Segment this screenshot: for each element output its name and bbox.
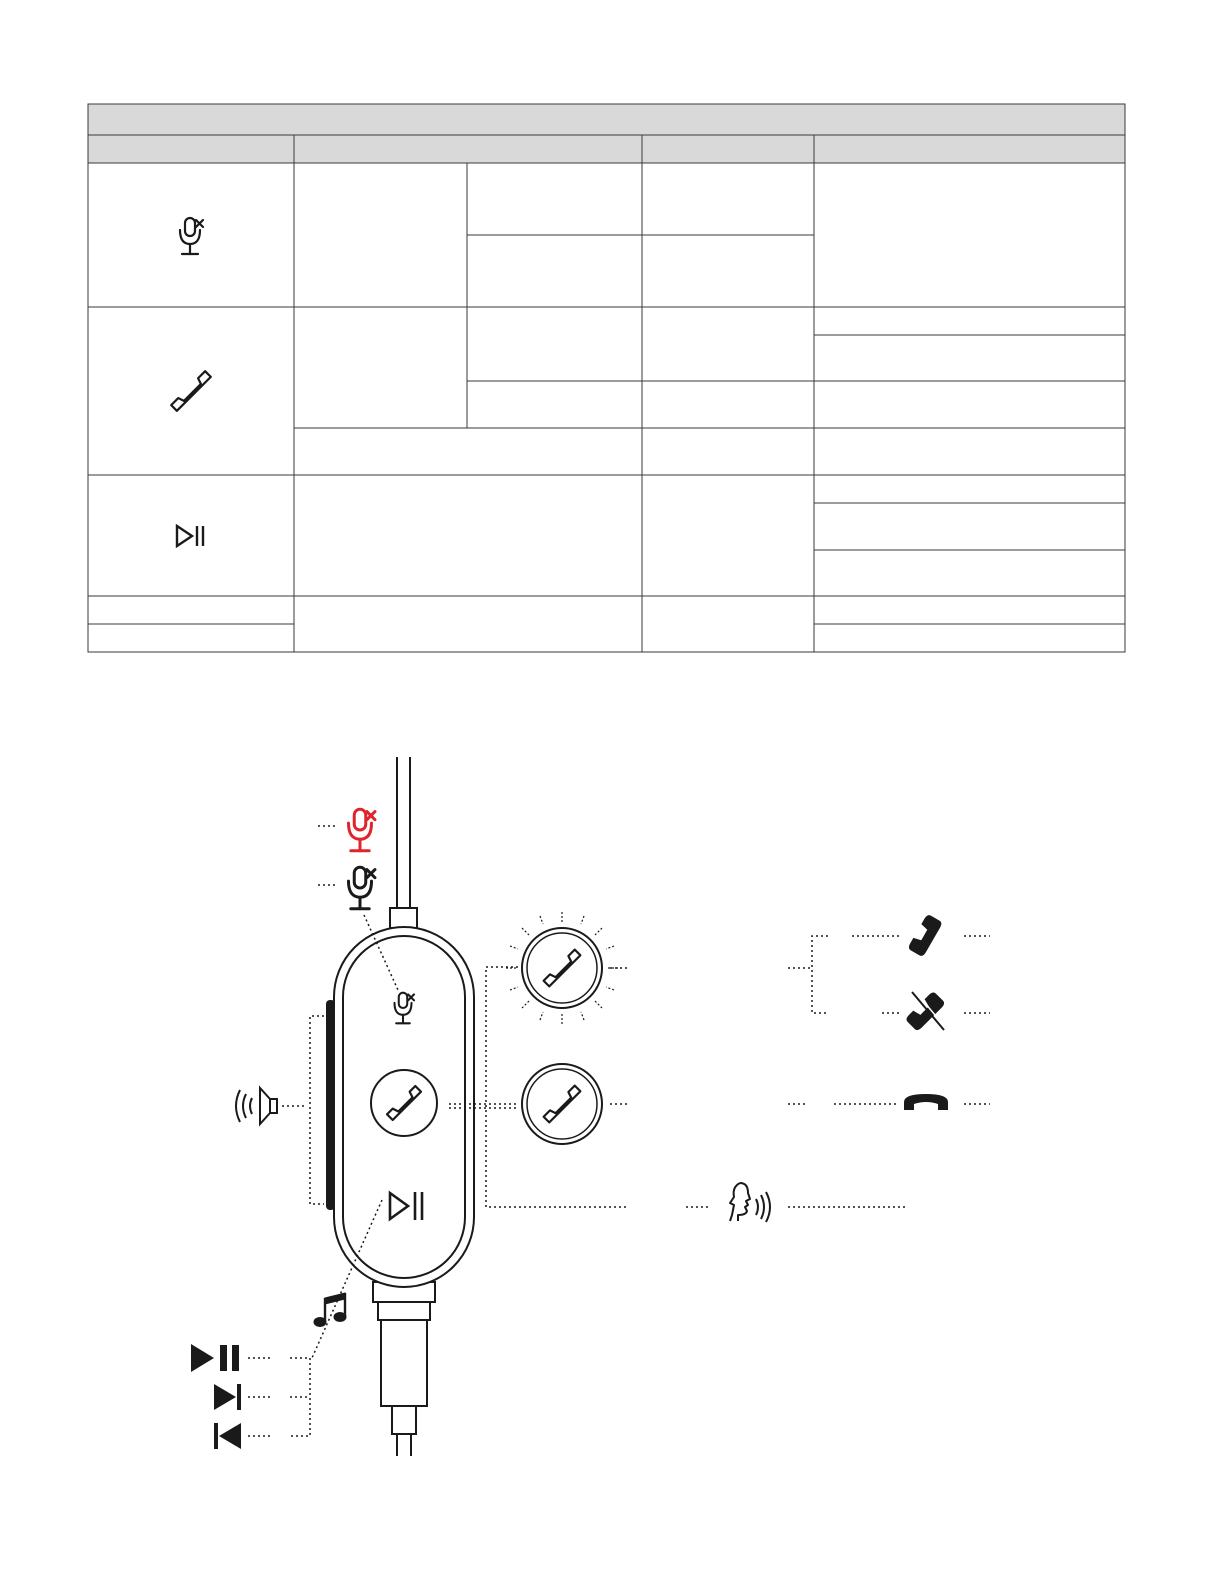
controls-table: [88, 104, 1125, 652]
table-header-row: [88, 135, 1125, 163]
cable-bottom: [373, 1282, 435, 1456]
phone-decline-icon: [905, 990, 946, 1032]
speaker-volume-icon: [236, 1088, 277, 1124]
phone-handset-steady-icon: [522, 1064, 602, 1144]
call-button[interactable]: [371, 1070, 437, 1136]
volume-leader-lines: [282, 1016, 324, 1204]
mic-mute-red-icon: [349, 809, 375, 850]
phone-handset-blinking-icon: [506, 912, 618, 1024]
play-pause-icon: [177, 526, 203, 546]
play-pause-icon: [191, 1344, 239, 1372]
phone-handset-icon: [171, 371, 211, 411]
cable-top: [390, 757, 417, 928]
mic-mute-icon: [180, 218, 203, 254]
voice-assistant-icon: [730, 1183, 770, 1222]
music-note-icon: [314, 1293, 346, 1327]
table-title-row: [88, 104, 1125, 135]
previous-track-icon: [214, 1423, 241, 1449]
phone-hangup-icon: [904, 1094, 948, 1110]
next-track-icon: [214, 1384, 241, 1410]
phone-answer-icon: [907, 914, 943, 958]
mic-mute-icon: [349, 867, 375, 908]
volume-rocker: [326, 1000, 335, 1210]
table-border: [88, 104, 1125, 652]
